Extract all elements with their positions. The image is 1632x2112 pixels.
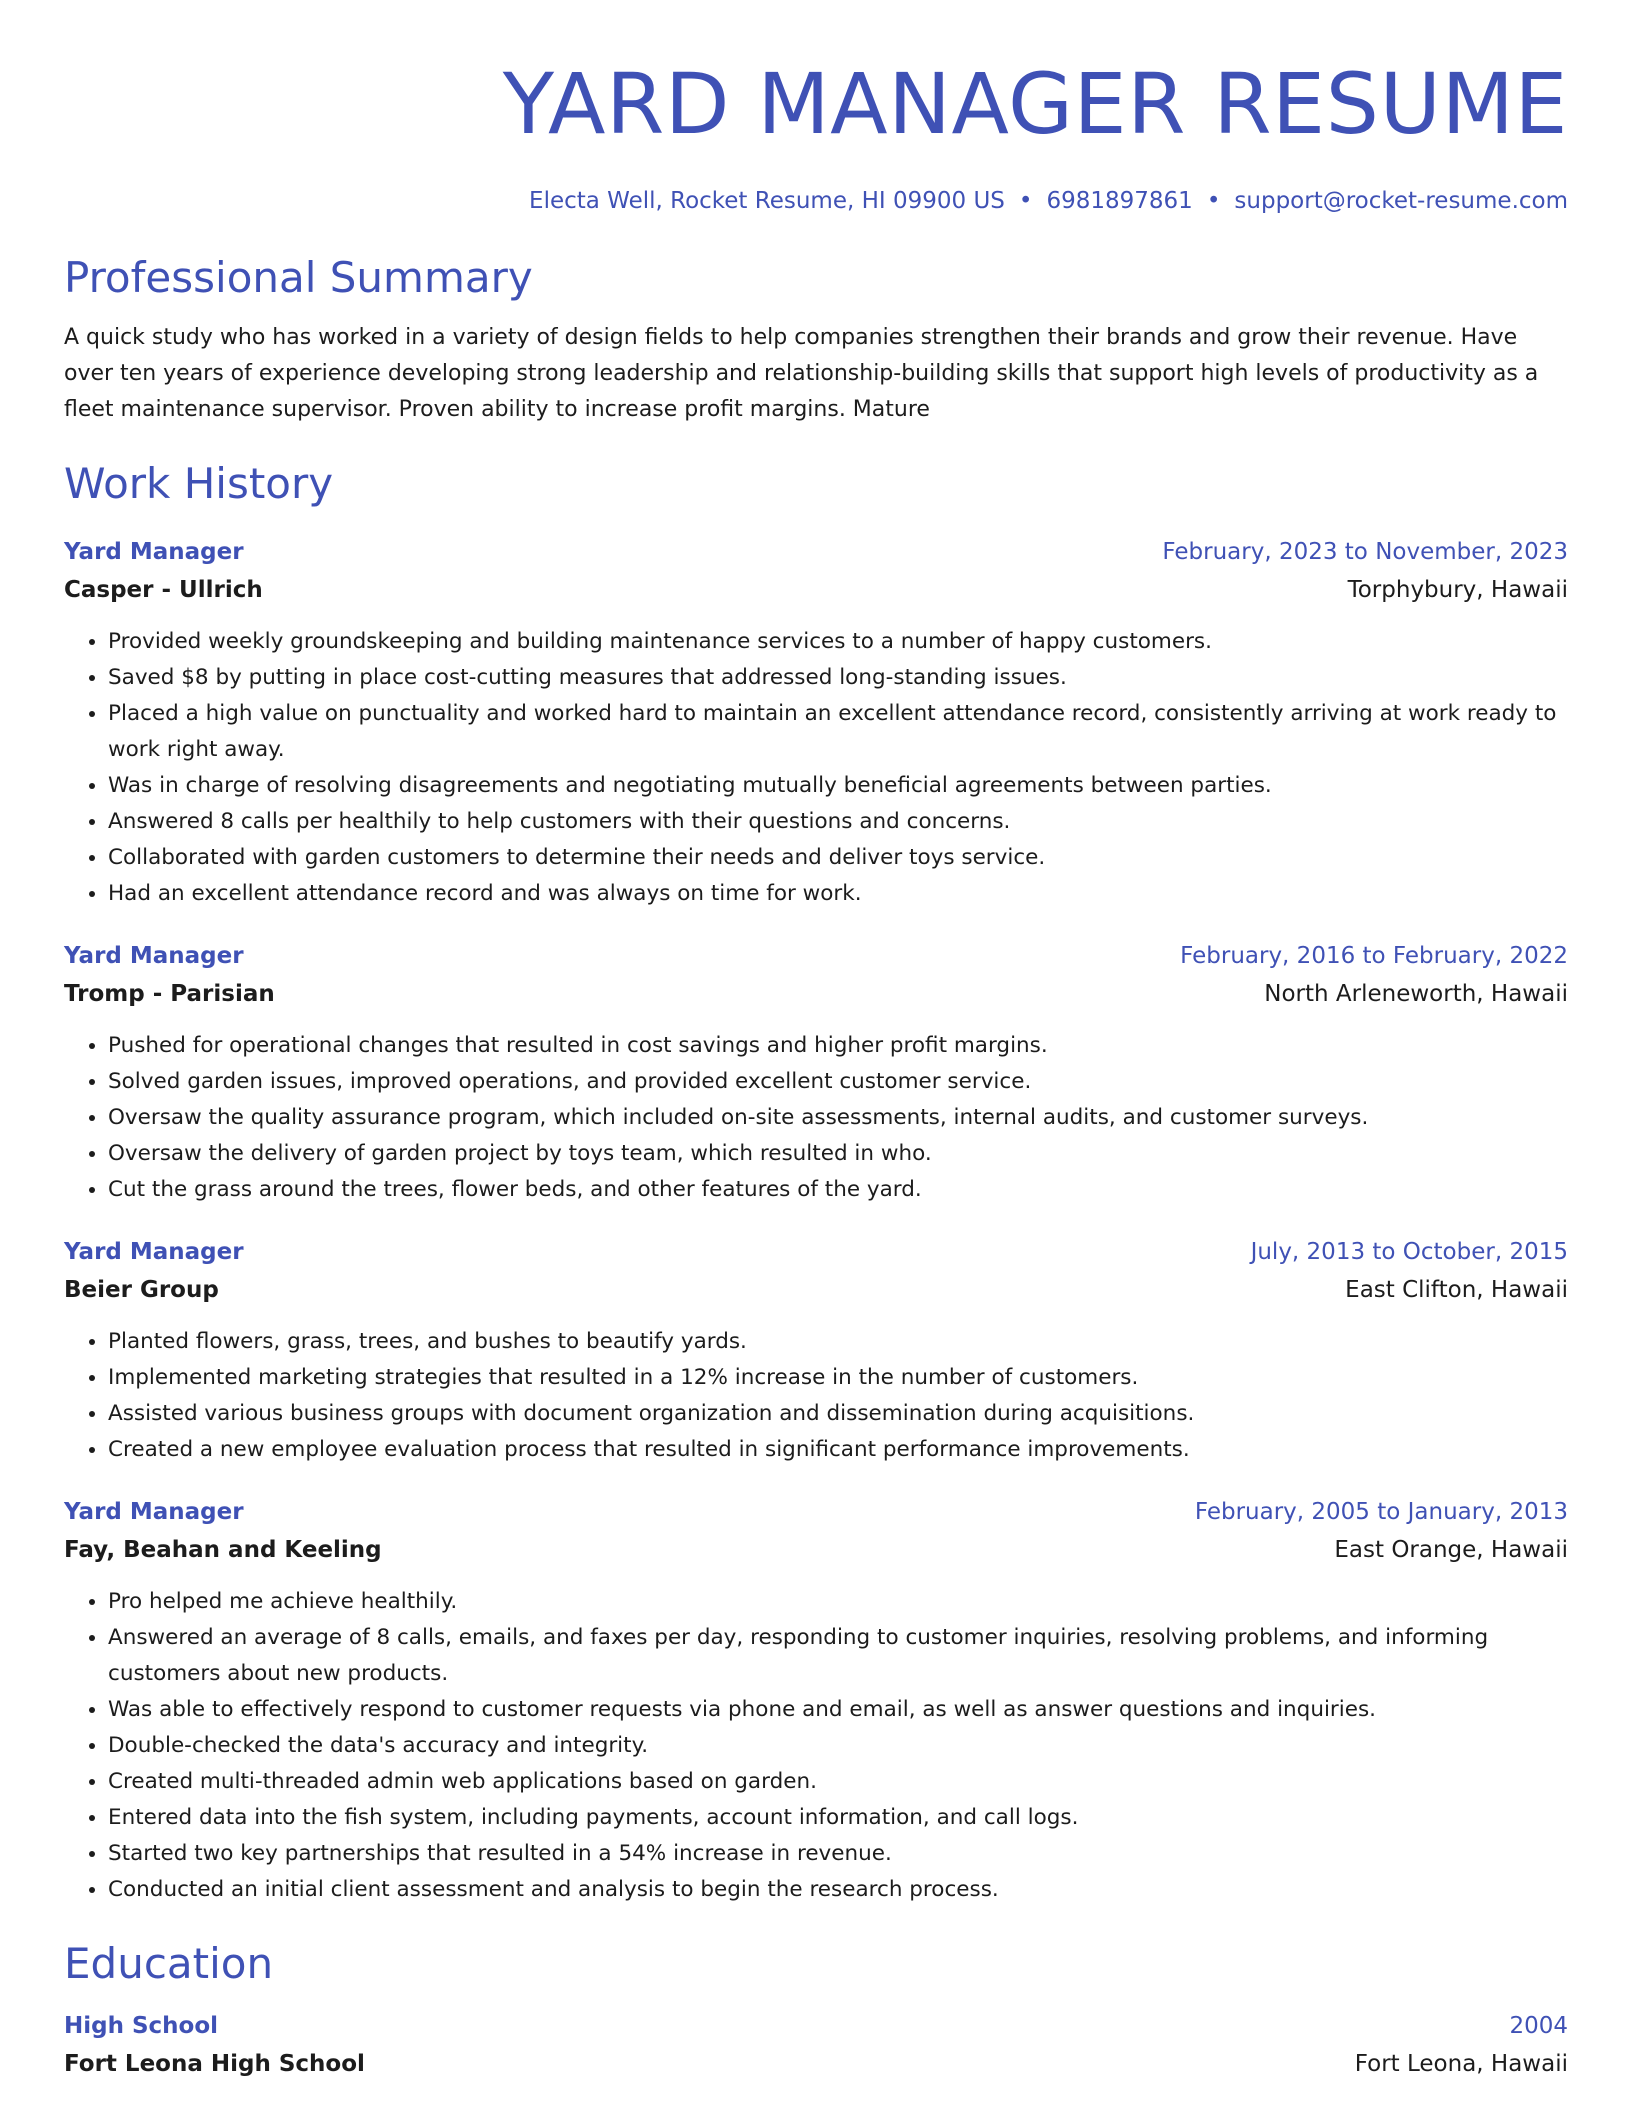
job-header xyxy=(64,1494,1568,1530)
job-location: East Clifton, Hawaii xyxy=(1345,1277,1568,1303)
job-bullet: • Answered an average of 8 calls, emails, and faxes per day, responding to customer inquiries, resolving problems, and informing customers about new products. xyxy=(108,1620,1568,1692)
contact-address: Electa Well, Rocket Resume, HI 09900 US xyxy=(529,188,1005,214)
job-bullet: • Pushed for operational changes that resulted in cost savings and higher profit margins. xyxy=(108,1028,1568,1064)
job-entry xyxy=(64,938,1568,1208)
job-company: Casper - Ullrich xyxy=(64,577,263,603)
job-bullet: • Double-checked the data's accuracy and integrity. xyxy=(108,1728,1568,1764)
education-degree: High School xyxy=(64,2013,219,2039)
resume-page xyxy=(64,56,1568,2084)
education-subheader xyxy=(64,2044,1568,2084)
education-location: Fort Leona, Hawaii xyxy=(1354,2051,1568,2077)
job-subheader xyxy=(64,1270,1568,1310)
summary-heading: Professional Summary xyxy=(64,253,533,302)
job-company: Tromp - Parisian xyxy=(64,981,275,1007)
job-entry xyxy=(64,1234,1568,1468)
job-subheader xyxy=(64,1530,1568,1570)
job-bullet: • Was in charge of resolving disagreements and negotiating mutually beneficial agreements between parties. xyxy=(108,768,1568,804)
job-bullet: • Saved $8 by putting in place cost-cutting measures that addressed long-standing issues. xyxy=(108,660,1568,696)
job-bullet: • Was able to effectively respond to customer requests via phone and email, as well as answer questions and inquiries. xyxy=(108,1692,1568,1728)
education-school: Fort Leona High School xyxy=(64,2051,365,2077)
job-bullet: • Started two key partnerships that resulted in a 54% increase in revenue. xyxy=(108,1836,1568,1872)
job-bullet: • Planted flowers, grass, trees, and bushes to beautify yards. xyxy=(108,1324,1568,1360)
job-dates: February, 2016 to February, 2022 xyxy=(1180,943,1568,969)
work-history-heading: Work History xyxy=(64,459,334,508)
job-bullets xyxy=(64,1324,1568,1468)
summary-text: A quick study who has worked in a variety of design fields to help companies strengthen their brands and grow their revenue. Have over ten years of experience developing strong leadership and relationship-building skills that support high levels of productivity as a fleet maintenance supervisor. Proven ability to increase profit margins. Mature xyxy=(64,325,1539,422)
education-entry xyxy=(64,2008,1568,2084)
job-bullet: • Oversaw the delivery of garden project by toys team, which resulted in who. xyxy=(108,1136,1568,1172)
contact-separator: • xyxy=(1018,188,1033,214)
job-header xyxy=(64,938,1568,974)
job-company: Beier Group xyxy=(64,1277,219,1303)
contact-phone: 6981897861 xyxy=(1046,188,1193,214)
job-bullet: • Placed a high value on punctuality and worked hard to maintain an excellent attendance record, consistently arriving at work ready to work right away. xyxy=(108,696,1568,768)
job-entry xyxy=(64,534,1568,912)
job-role: Yard Manager xyxy=(64,943,244,969)
job-subheader xyxy=(64,570,1568,610)
job-location: Torphybury, Hawaii xyxy=(1347,577,1568,603)
education-header xyxy=(64,2008,1568,2044)
job-bullet: • Answered 8 calls per healthily to help customers with their questions and concerns. xyxy=(108,804,1568,840)
education-year: 2004 xyxy=(1509,2013,1568,2039)
job-bullets xyxy=(64,1584,1568,1908)
job-bullet: • Created multi-threaded admin web applications based on garden. xyxy=(108,1764,1568,1800)
education-heading: Education xyxy=(64,1939,274,1988)
job-bullets xyxy=(64,624,1568,912)
job-bullet: • Provided weekly groundskeeping and building maintenance services to a number of happy customers. xyxy=(108,624,1568,660)
job-bullet: • Pro helped me achieve healthily. xyxy=(108,1584,1568,1620)
work-history-list xyxy=(64,534,1568,1908)
job-location: North Arleneworth, Hawaii xyxy=(1264,981,1568,1007)
job-subheader xyxy=(64,974,1568,1014)
contact-line xyxy=(64,186,1568,216)
contact-email[interactable]: support@rocket-resume.com xyxy=(1234,188,1568,214)
job-bullet: • Collaborated with garden customers to determine their needs and deliver toys service. xyxy=(108,840,1568,876)
contact-separator: • xyxy=(1206,188,1221,214)
job-header xyxy=(64,534,1568,570)
job-bullet: • Implemented marketing strategies that resulted in a 12% increase in the number of customers. xyxy=(108,1360,1568,1396)
job-bullets xyxy=(64,1028,1568,1208)
job-role: Yard Manager xyxy=(64,1239,244,1265)
job-role: Yard Manager xyxy=(64,1499,244,1525)
education-list xyxy=(64,2008,1568,2084)
job-location: East Orange, Hawaii xyxy=(1334,1537,1568,1563)
job-bullet: • Solved garden issues, improved operations, and provided excellent customer service. xyxy=(108,1064,1568,1100)
job-dates: February, 2005 to January, 2013 xyxy=(1194,1499,1568,1525)
job-bullet: • Created a new employee evaluation process that resulted in significant performance improvements. xyxy=(108,1432,1568,1468)
job-bullet: • Entered data into the fish system, including payments, account information, and call logs. xyxy=(108,1800,1568,1836)
job-company: Fay, Beahan and Keeling xyxy=(64,1537,382,1563)
job-header xyxy=(64,1234,1568,1270)
job-bullet: • Conducted an initial client assessment and analysis to begin the research process. xyxy=(108,1872,1568,1908)
job-role: Yard Manager xyxy=(64,539,244,565)
job-dates: February, 2023 to November, 2023 xyxy=(1162,539,1568,565)
job-bullet: • Oversaw the quality assurance program, which included on-site assessments, internal audits, and customer surveys. xyxy=(108,1100,1568,1136)
job-bullet: • Had an excellent attendance record and was always on time for work. xyxy=(108,876,1568,912)
resume-title: YARD MANAGER RESUME xyxy=(502,55,1568,153)
job-dates: July, 2013 to October, 2015 xyxy=(1250,1239,1568,1265)
job-bullet: • Cut the grass around the trees, flower beds, and other features of the yard. xyxy=(108,1172,1568,1208)
job-entry xyxy=(64,1494,1568,1908)
job-bullet: • Assisted various business groups with document organization and dissemination during acquisitions. xyxy=(108,1396,1568,1432)
